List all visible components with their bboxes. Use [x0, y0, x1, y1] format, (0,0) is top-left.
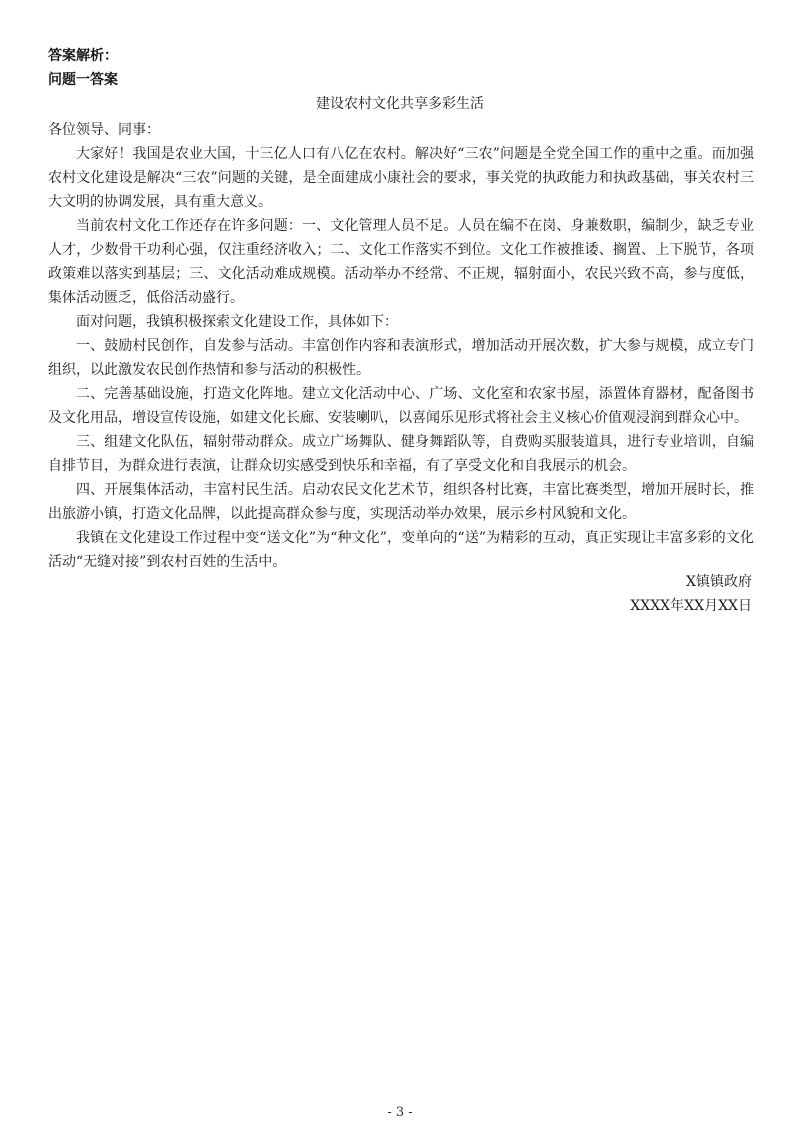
page-number: - 3 - [387, 1105, 413, 1120]
section-label: 答案解析： [48, 48, 118, 64]
paragraph-intro: 面对问题，我镇积极探索文化建设工作，具体如下： [76, 314, 398, 330]
paragraph-measure-2: 二、完善基础设施，打造文化阵地。建立文化活动中心、广场、文化室和农家书屋，添置体育器材，配备图书及文化用品，增设宣传设施，如建文化长廊、安装喇叭，以喜闻乐见形式将社会主义核心价值观浸润到群众心中。 [48, 386, 754, 426]
paragraph-greeting: 大家好！我国是农业大国，十三亿人口有八亿在农村。解决好“三农”问题是全党全国工作的重中之重。而加强农村文化建设是解决“三农”问题的关键，是全面建成小康社会的要求，事关党的执政能力和执政基础，事关农村三大文明的协调发展，具有重大意义。 [48, 146, 754, 210]
paragraph-problems: 当前农村文化工作还存在许多问题：一、文化管理人员不足。人员在编不在岗、身兼数职，编制少，缺乏专业人才，少数骨干功利心强，仅注重经济收入；二、文化工作落实不到位。文化工作被推诿、搁置、上下脱节，各项政策难以落实到基层；三、文化活动难成规模。活动举办不经常、不正规，辐射面小，农民兴致不高，参与度低，集体活动匮乏，低俗活动盛行。 [48, 218, 754, 306]
salutation: 各位领导、同事： [48, 122, 160, 138]
paragraph-conclusion: 我镇在文化建设工作过程中变“送文化”为“种文化”，变单向的“送”为精彩的互动，真正实现让丰富多彩的文化活动“无缝对接”到农村百姓的生活中。 [48, 530, 754, 570]
document-body [48, 118, 754, 574]
paragraph-measure-1: 一、鼓励村民创作，自发参与活动。丰富创作内容和表演形式，增加活动开展次数，扩大参与规模，成立专门组织，以此激发农民创作热情和参与活动的积极性。 [48, 338, 754, 378]
question-label: 问题一答案 [48, 72, 118, 88]
document-title: 建设农村文化共享多彩生活 [316, 96, 484, 112]
signature-date: XXXX年XX月XX日 [630, 598, 752, 614]
paragraph-measure-4: 四、开展集体活动，丰富村民生活。启动农民文化艺术节，组织各村比赛，丰富比赛类型，增加开展时长，推出旅游小镇，打造文化品牌，以此提高群众参与度，实现活动举办效果，展示乡村风貌和文化。 [48, 482, 754, 522]
paragraph-measure-3: 三、组建文化队伍，辐射带动群众。成立广场舞队、健身舞蹈队等，自费购买服装道具，进行专业培训，自编自排节目，为群众进行表演，让群众切实感受到快乐和幸福，有了享受文化和自我展示的机会。 [48, 434, 754, 474]
signature-org: X镇镇政府 [686, 574, 752, 590]
